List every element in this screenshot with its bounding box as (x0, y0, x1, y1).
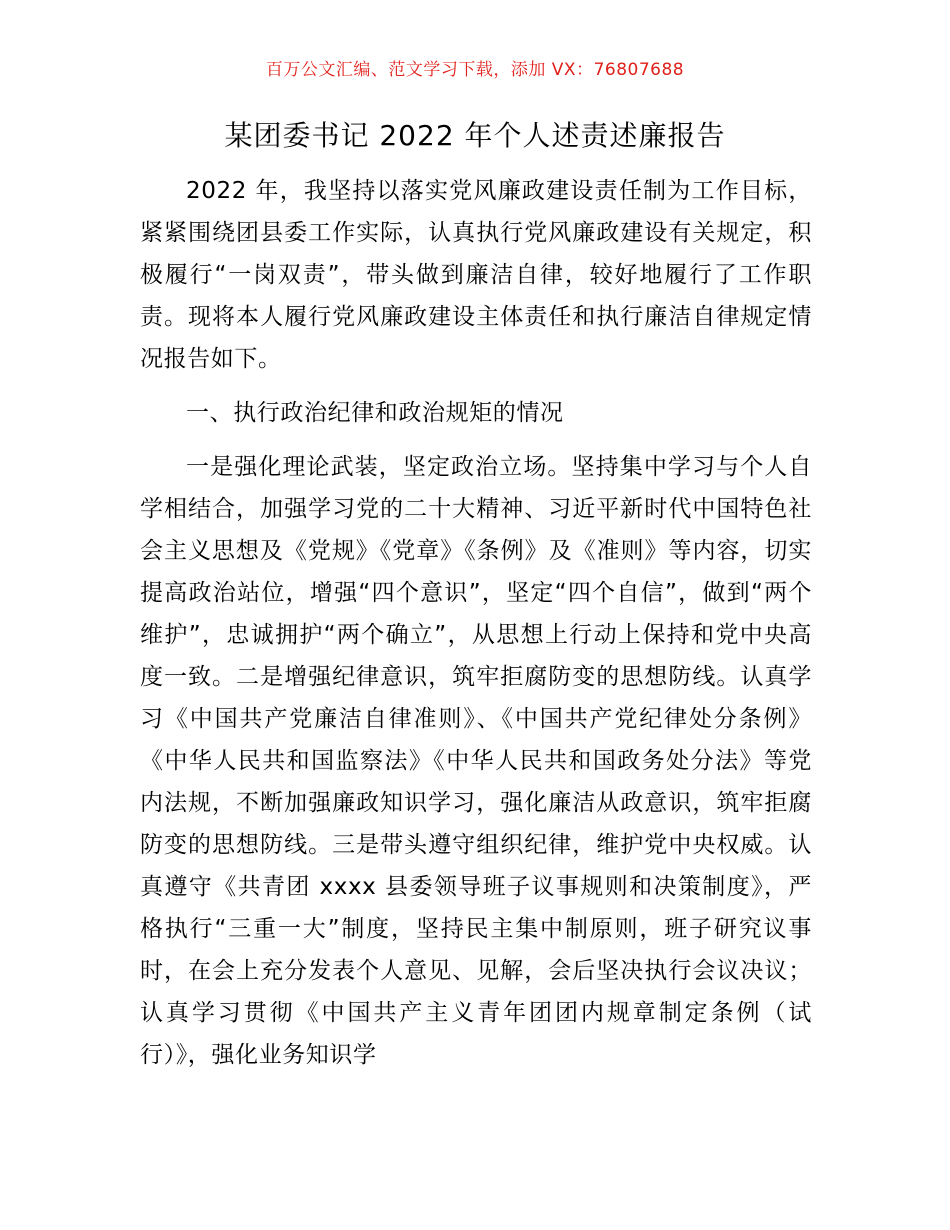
intro-paragraph: 2022 年，我坚持以落实党风廉政建设责任制为工作目标，紧紧围绕团县委工作实际，认真执行党风廉政建设有关规定，积极履行“一岗双责”，带头做到廉洁自律，较好地履行了工作职责。现将本人履行党风廉政建设主体责任和执行廉洁自律规定情况报告如下。 (140, 178, 812, 372)
section-paragraph: 一是强化理论武装，坚定政治立场。坚持集中学习与个人自学相结合，加强学习党的二十大精神、习近平新时代中国特色社会主义思想及《党规》《党章》《条例》及《准则》等内容，切实提高政治站位，增强“四个意识”，坚定“四个自信”，做到“两个维护”，忠诚拥护“两个确立”，从思想上行动上保持和党中央高度一致。二是增强纪律意识，筑牢拒腐防变的思想防线。认真学习《中国共产党廉洁自律准则》、《中国共产党纪律处分条例》《中华人民共和国监察法》《中华人民共和国政务处分法》等党内法规，不断加强廉政知识学习，强化廉洁从政意识，筑牢拒腐防变的思想防线。三是带头遵守组织纪律，维护党中央权威。认真遵守《共青团 xxxx 县委领导班子议事规则和决策制度》，严格执行“三重一大”制度，坚持民主集中制原则，班子研究议事时，在会上充分发表个人意见、见解，会后坚决执行会议决议；认真学习贯彻《中国共产主义青年团团内规章制定条例（试行）》，强化业务知识学 (140, 454, 812, 1068)
document-title: 某团委书记 2022 年个人述责述廉报告 (224, 119, 726, 152)
document-body (140, 170, 812, 1076)
section-heading: 一、执行政治纪律和政治规矩的情况 (186, 400, 564, 426)
header-banner: 百万公文汇编、范文学习下载，添加 VX：76807688 (265, 60, 685, 80)
